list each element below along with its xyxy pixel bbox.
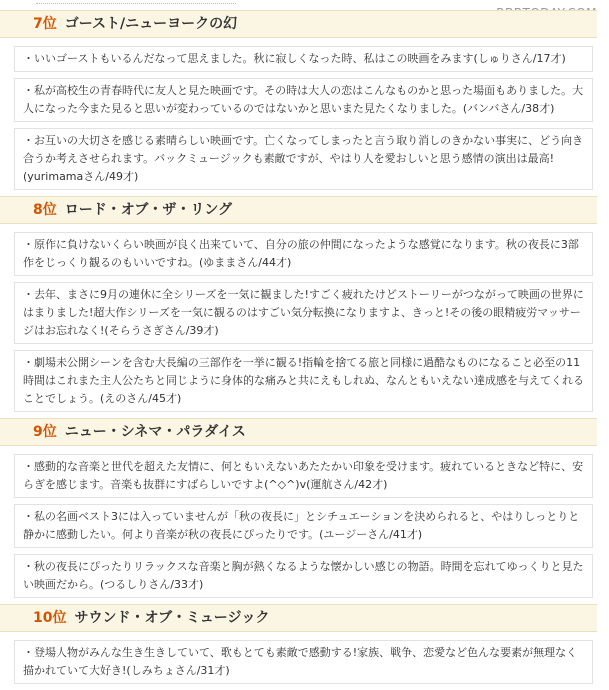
rank-10-number: 10位: [33, 610, 67, 626]
rank-9-title: ニュー・シネマ・パラダイス: [64, 424, 246, 440]
rank-9-number: 9位: [33, 424, 57, 440]
rank-10-title: サウンド・オブ・ミュージック: [74, 610, 270, 626]
rank-7-number: 7位: [33, 16, 57, 32]
rank-8-comment-1: ・原作に負けないくらい映画が良く出来ていて、自分の旅の仲間になったような感覚になります。秋の夜長に3部作をじっくり観るのもいいですね。(ゆままさん/44才): [14, 232, 593, 276]
rank-8-comment-3: ・劇場未公開シーンを含む大長編の三部作を一挙に観る!指輪を捨てる旅と同様に過酷なものになること必至の11時間はこれまた主人公たちと同じように身体的な痛みと共にえもしれぬ、なんともいえない達成感を与えてくれることでしょう。(えのさん/45才): [14, 350, 593, 412]
top-divider: [36, 0, 236, 4]
rank-9-comment-3: ・秋の夜長にぴったりリラックスな音楽と胸が熱くなるような懐かしい感じの物語。時間を忘れてゆっくりと見たい映画だから。(つるしりさん/33才): [14, 554, 593, 598]
rank-7-comment-3: ・お互いの大切さを感じる素晴らしい映画です。亡くなってしまったと言う取り消しのきかない事実に、どう向き合うか考えさせられます。バックミュージックも素敵ですが、やはり人を愛おしいと思う感情の演出は最高!(yurimamaさん/49才): [14, 128, 593, 190]
rank-8-number: 8位: [33, 202, 57, 218]
ranking-list: [0, 10, 597, 690]
rank-9-heading: [0, 418, 597, 446]
rank-8-heading: [0, 196, 597, 224]
rank-7-title: ゴースト/ニューヨークの幻: [64, 16, 238, 32]
rank-8-title: ロード・オブ・ザ・リング: [64, 202, 233, 218]
rank-7-heading: [0, 10, 597, 38]
rank-10-comment-1: ・登場人物がみんな生き生きしていて、歌もとても素敵で感動する!家族、戦争、恋愛など色んな要素が無理なく描かれていて大好き!(しみちょさん/31才): [14, 640, 593, 684]
rank-7-comment-1: ・いいゴーストもいるんだなって思えました。秋に寂しくなった時、私はこの映画をみます(しゅりさん/17才): [14, 46, 593, 72]
rank-7-comment-2: ・私が高校生の青春時代に友人と見た映画です。その時は大人の恋はこんなものかと思った場面もありました。大人になった今また見ると思いが変わっているのではないかと思いまた見たくなりました。(バンバさん/38才): [14, 78, 593, 122]
rank-10-heading: [0, 604, 597, 632]
rank-9-comment-2: ・私の名画ベスト3には入っていませんが「秋の夜長に」とシチュエーションを決められると、やはりしっとりと静かに感動したい。何より音楽が秋の夜長にぴったりです。(ユージーさん/41才): [14, 504, 593, 548]
rank-8-comment-2: ・去年、まさに9月の連休に全シリーズを一気に観ました!すごく疲れたけどストーリーがつながって映画の世界にはまりました!超大作シリーズを一気に観るのはすごい気分転換になりますよ、きっと!その後の眼精疲労マッサージはお忘れなく!(そらうさぎさん/39才): [14, 282, 593, 344]
rank-9-comment-1: ・感動的な音楽と世代を超えた友情に、何ともいえないあたたかい印象を受けます。疲れているときなど特に、安らぎを感じます。音楽も抜群にすばらしいですよ(^◇^)v(運航さん/42才): [14, 454, 593, 498]
